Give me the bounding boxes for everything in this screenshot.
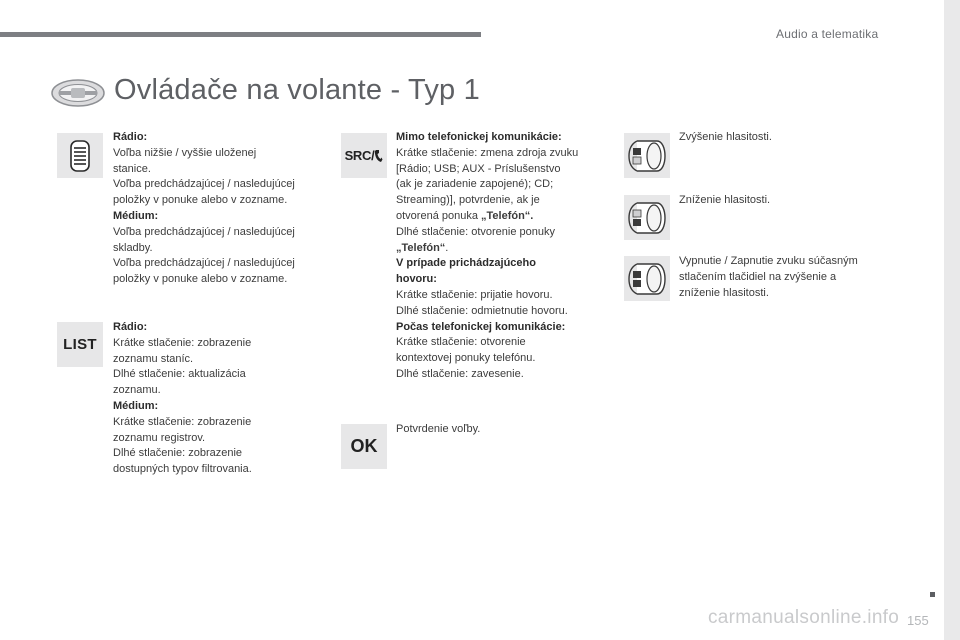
mute-icon	[624, 256, 670, 301]
watermark-link[interactable]: carmanualsonline.info	[708, 607, 900, 628]
src-description: Mimo telefonickej komunikácie: Krátke stlačenie: zmena zdroja zvuku [Rádio; USB; AUX - Príslušenstvo (ak je zariadenie zapojené); CD; Streaming)], potvrdenie, ak je otvorená ponuka „Telefón“. Dlhé stlačenie: otvorenie ponuky „Telefón“. V prípade prichádzajúceho hovoru: Krátke stlačenie: prijatie hovoru. Dlhé stlačenie: odmietnutie hovoru. Počas telefonickej komunikácie: Krátke stlačenie: otvorenie kontextovej ponuky telefónu. Dlhé stlačenie: zavesenie.	[396, 131, 579, 380]
list-button-icon: LIST	[57, 322, 103, 367]
mute-description: Vypnutie / Zapnutie zvuku súčasným stlačením tlačidiel na zvýšenie a zníženie hlasitosti.	[679, 255, 858, 299]
ok-button-icon: OK	[341, 424, 387, 469]
page-title: Ovládače na volante - Typ 1	[114, 74, 480, 106]
steering-wheel-icon	[51, 79, 105, 107]
volume-up-icon	[624, 133, 670, 178]
volume-up-description: Zvýšenie hlasitosti.	[679, 131, 772, 143]
footer-marker	[930, 592, 935, 597]
src-phone-button-icon: SRC/	[341, 133, 387, 178]
scroll-description: Rádio: Voľba nižšie / vyššie uloženej stanice. Voľba predchádzajúcej / nasledujúcej položky v ponuke alebo v zozname. Médium: Voľba predchádzajúcej / nasledujúcej skladby. Voľba predchádzajúcej / nasledujúcej položky v ponuke alebo v zozname.	[113, 131, 295, 286]
page-number: 155	[907, 613, 929, 628]
list-description: Rádio: Krátke stlačenie: zobrazenie zoznamu staníc. Dlhé stlačenie: aktualizácia zoznamu. Médium: Krátke stlačenie: zobrazenie zoznamu registrov. Dlhé stlačenie: zobrazenie dostupných typov filtrovania.	[113, 321, 252, 476]
header-rule	[0, 32, 481, 37]
volume-down-description: Zníženie hlasitosti.	[679, 194, 771, 206]
thumbwheel-icon	[57, 133, 103, 178]
ok-description: Potvrdenie voľby.	[396, 423, 481, 435]
volume-down-icon	[624, 195, 670, 240]
page-edge	[944, 0, 960, 640]
section-title: Audio a telematika	[776, 27, 879, 41]
phone-icon	[374, 149, 383, 163]
